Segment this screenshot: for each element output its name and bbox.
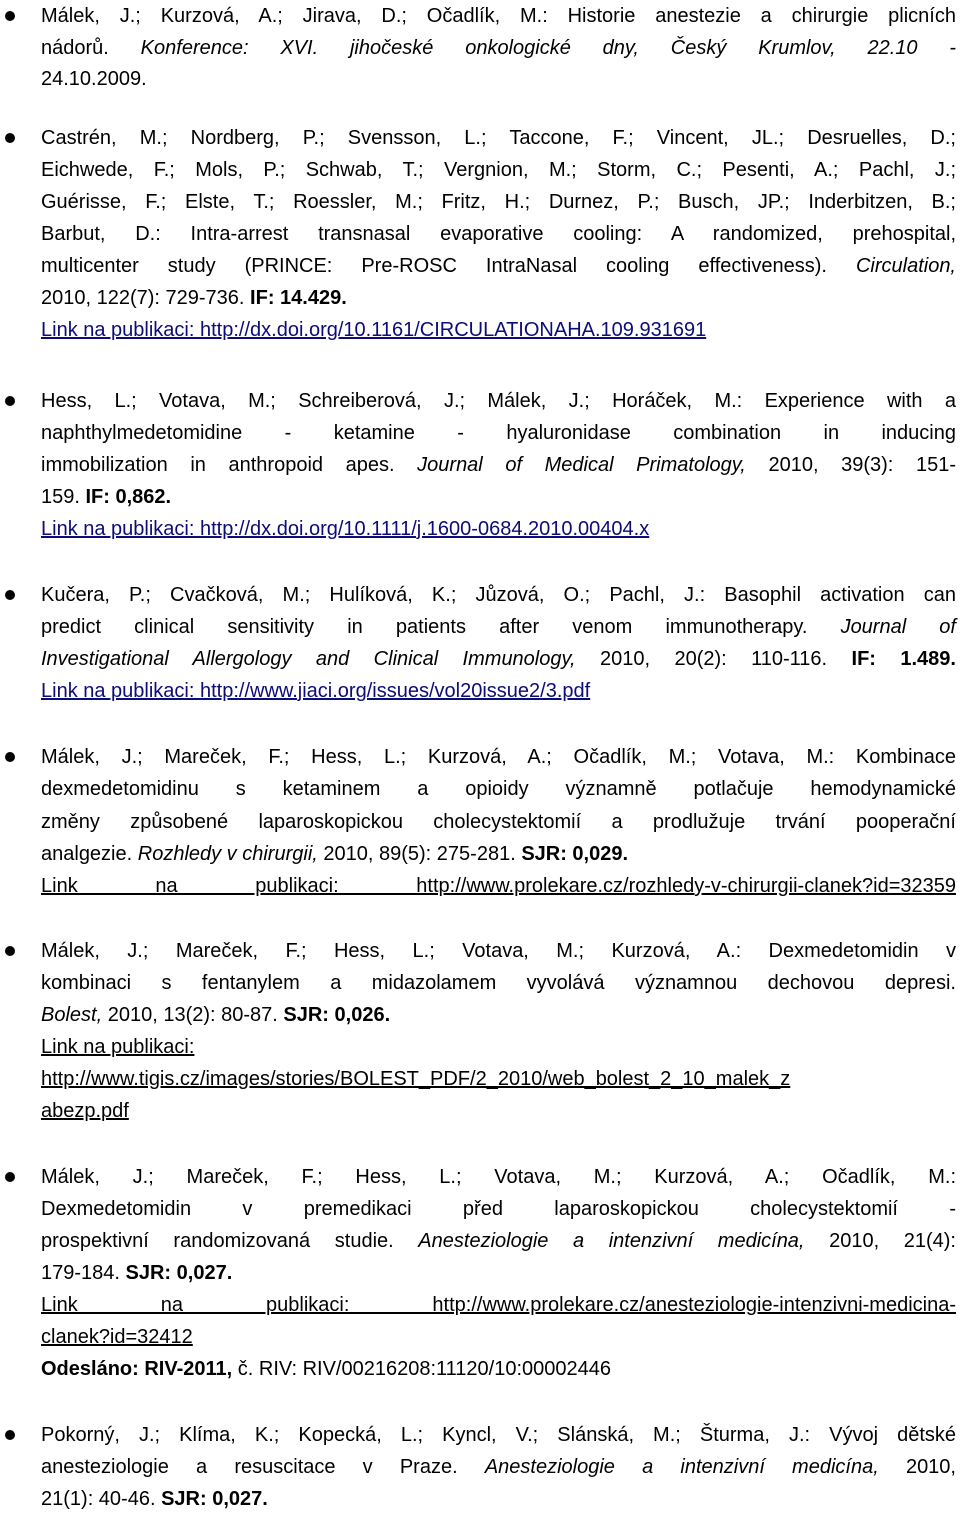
impact-factor: SJR: 0,027.: [125, 1262, 233, 1284]
citation-text: Kučera, P.; Cvačková, M.; Hulíková, K.; Jůzová, O.; Pachl, J.: Basophil activation can: [41, 584, 956, 606]
citation-text: prospektivní randomizovaná studie.: [41, 1230, 419, 1252]
publication-link[interactable]: clanek?id=32412: [41, 1326, 193, 1348]
reference-line: [41, 449, 956, 481]
reference-line: [41, 417, 956, 449]
citation-text: nádorů.: [41, 37, 141, 59]
citation-text: immobilization in anthropoid apes.: [41, 454, 418, 476]
reference-line: [41, 870, 956, 902]
reference-line: [41, 1095, 956, 1127]
journal-name: Circulation,: [855, 255, 956, 277]
citation-text: Castrén, M.; Nordberg, P.; Svensson, L.; Taccone, F.; Vincent, JL.; Desruelles, D.;: [41, 127, 956, 149]
citation-text: dexmedetomidinu s ketaminem a opioidy významně potlačuje hemodynamické: [41, 778, 956, 800]
citation-text: analgezie.: [41, 843, 138, 865]
impact-factor: Odesláno: RIV-2011,: [41, 1358, 233, 1380]
citation-text: 2010, 89(5): 275-281.: [317, 843, 522, 865]
publication-link[interactable]: Link na publikaci: http://www.prolekare.cz/rozhledy-v-chirurgii-clanek?id=32359: [41, 875, 956, 897]
reference-line: [41, 741, 956, 773]
reference-line: [41, 314, 956, 346]
citation-text: Hess, L.; Votava, M.; Schreiberová, J.; Málek, J.; Horáček, M.: Experience with a: [41, 390, 956, 412]
reference-line: [41, 1451, 956, 1483]
reference-line: [41, 481, 956, 513]
bullet-icon: [5, 590, 15, 600]
citation-text: Málek, J.; Mareček, F.; Hess, L.; Kurzová, A.; Očadlík, M.; Votava, M.: Kombinace: [41, 746, 956, 768]
reference-line: [41, 967, 956, 999]
bullet-icon: [5, 11, 15, 21]
reference-line: [41, 186, 956, 218]
bullet-icon: [5, 396, 15, 406]
reference-line: [41, 1063, 956, 1095]
citation-text: predict clinical sensitivity in patients after venom immunotherapy.: [41, 616, 841, 638]
citation-text: multicenter study (PRINCE: Pre-ROSC IntraNasal cooling effectiveness).: [41, 255, 856, 277]
reference-line: [41, 675, 956, 707]
reference-line: [41, 154, 956, 186]
bullet-icon: [5, 1430, 15, 1440]
reference-line: [41, 1225, 956, 1257]
citation-text: naphthylmedetomidine - ketamine - hyaluronidase combination in inducing: [41, 422, 956, 444]
reference-line: [41, 1419, 956, 1451]
impact-factor: SJR: 0,026.: [283, 1004, 391, 1026]
citation-text: Dexmedetomidin v premedikaci před laparoskopickou cholecystektomií -: [41, 1198, 956, 1220]
reference-line: [41, 63, 956, 95]
reference-line: [41, 1193, 956, 1225]
citation-text: 2010,: [878, 1456, 956, 1478]
citation-text: změny způsobené laparoskopickou cholecystektomií a prodlužuje trvání pooperační: [41, 811, 956, 833]
reference-line: [41, 773, 956, 805]
reference-line: [41, 32, 956, 64]
reference-line: [41, 838, 956, 870]
bullet-icon: [5, 946, 15, 956]
publication-link[interactable]: Link na publikaci: http://www.prolekare.cz/anesteziologie-intenzivni-medicina-: [41, 1294, 956, 1316]
reference-line: [41, 513, 956, 545]
citation-text: Eichwede, F.; Mols, P.; Schwab, T.; Vergnion, M.; Storm, C.; Pesenti, A.; Pachl, J.;: [41, 159, 956, 181]
reference-line: [41, 282, 956, 314]
impact-factor: IF: 14.429.: [250, 287, 347, 309]
impact-factor: IF: 1.489.: [851, 648, 956, 670]
citation-text: 2010, 122(7): 729-736.: [41, 287, 251, 309]
reference-line: [41, 122, 956, 154]
bullet-icon: [5, 752, 15, 762]
citation-text: 2010, 20(2): 110-116.: [575, 648, 852, 670]
journal-name: Journal of Medical Primatology,: [417, 454, 746, 476]
publication-link[interactable]: http://www.tigis.cz/images/stories/BOLEST_PDF/2_2010/web_bolest_2_10_malek_z: [41, 1068, 791, 1090]
citation-text: Pokorný, J.; Klíma, K.; Kopecká, L.; Kyncl, V.; Slánská, M.; Šturma, J.: Vývoj dětské: [41, 1424, 956, 1446]
publication-link[interactable]: Link na publikaci: http://dx.doi.org/10.1161/CIRCULATIONAHA.109.931691: [41, 319, 707, 341]
reference-line: [41, 1257, 956, 1289]
citation-text: Málek, J.; Mareček, F.; Hess, L.; Votava, M.; Kurzová, A.; Očadlík, M.:: [41, 1166, 956, 1188]
citation-text: kombinaci s fentanylem a midazolamem vyvolává významnou dechovou depresi.: [41, 972, 956, 994]
journal-name: Bolest,: [41, 1004, 103, 1026]
reference-line: [41, 579, 956, 611]
journal-name: Anesteziologie a intenzivní medicína,: [484, 1456, 879, 1478]
citation-text: č. RIV: RIV/00216208:11120/10:00002446: [232, 1358, 612, 1380]
bullet-icon: [5, 133, 15, 143]
reference-line: [41, 1483, 956, 1515]
reference-line: [41, 1031, 956, 1063]
citation-text: 2010, 21(4):: [804, 1230, 956, 1252]
bullet-icon: [5, 1172, 15, 1182]
reference-line: [41, 806, 956, 838]
citation-text: 2010, 39(3): 151-: [745, 454, 956, 476]
reference-line: [41, 1353, 956, 1385]
citation-text: 179-184.: [41, 1262, 126, 1284]
journal-name: Investigational Allergology and Clinical Immunology,: [41, 648, 576, 670]
publication-link[interactable]: Link na publikaci: http://dx.doi.org/10.1111/j.1600-0684.2010.00404.x: [41, 518, 650, 540]
citation-text: anesteziologie a resuscitace v Praze.: [41, 1456, 485, 1478]
journal-name: Journal of: [840, 616, 956, 638]
reference-line: [41, 218, 956, 250]
citation-text: Málek, J.; Mareček, F.; Hess, L.; Votava, M.; Kurzová, A.: Dexmedetomidin v: [41, 940, 956, 962]
citation-text: 24.10.2009.: [41, 68, 147, 90]
journal-name: Anesteziologie a intenzivní medicína,: [418, 1230, 805, 1252]
journal-name: Rozhledy v chirurgii,: [137, 843, 318, 865]
citation-text: 159.: [41, 486, 86, 508]
reference-line: [41, 611, 956, 643]
reference-line: [41, 0, 956, 32]
publication-link[interactable]: abezp.pdf: [41, 1100, 129, 1122]
citation-text: Guérisse, F.; Elste, T.; Roessler, M.; Fritz, H.; Durnez, P.; Busch, JP.; Inderbitzen, B.;: [41, 191, 956, 213]
citation-text: Barbut, D.: Intra-arrest transnasal evaporative cooling: A randomized, prehospital,: [41, 223, 956, 245]
citation-text: Málek, J.; Kurzová, A.; Jirava, D.; Očadlík, M.: Historie anestezie a chirurgie plicních: [41, 5, 956, 27]
publication-link[interactable]: Link na publikaci: http://www.jiaci.org/issues/vol20issue2/3.pdf: [41, 680, 591, 702]
reference-line: [41, 1161, 956, 1193]
impact-factor: SJR: 0,027.: [161, 1488, 268, 1510]
journal-name: Konference: XVI. jihočeské onkologické dny, Český Krumlov, 22.10 -: [140, 37, 956, 59]
reference-line: [41, 1321, 956, 1353]
reference-line: [41, 250, 956, 282]
impact-factor: SJR: 0,029.: [521, 843, 629, 865]
citation-text: 21(1): 40-46.: [41, 1488, 162, 1510]
reference-line: [41, 385, 956, 417]
citation-text: 2010, 13(2): 80-87.: [102, 1004, 284, 1026]
reference-line: [41, 643, 956, 675]
publication-link[interactable]: Link na publikaci:: [41, 1036, 195, 1058]
reference-line: [41, 935, 956, 967]
reference-line: [41, 1289, 956, 1321]
impact-factor: IF: 0,862.: [85, 486, 172, 508]
reference-line: [41, 999, 956, 1031]
